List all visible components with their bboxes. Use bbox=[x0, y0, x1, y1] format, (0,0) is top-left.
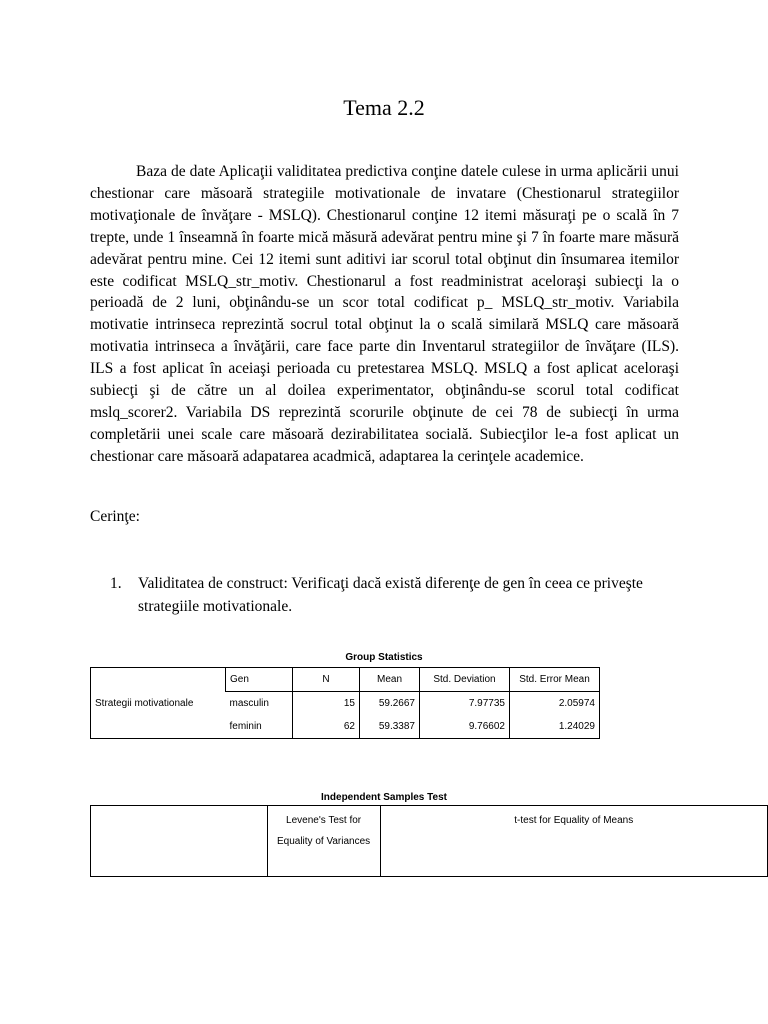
independent-samples-test-table bbox=[90, 805, 768, 877]
variable-label-empty bbox=[91, 715, 226, 739]
independent-samples-test-title: Independent Samples Test bbox=[321, 792, 447, 803]
group-statistics-table bbox=[90, 667, 600, 739]
cell-gen: masculin bbox=[229, 698, 269, 709]
cell-std-deviation: 9.76602 bbox=[420, 715, 510, 739]
header-empty-cell bbox=[91, 668, 226, 692]
requirement-item-1 bbox=[110, 572, 670, 618]
group-statistics-title: Group Statistics bbox=[345, 652, 423, 663]
cell-gen: feminin bbox=[226, 715, 293, 739]
cell-mean: 59.2667 bbox=[360, 692, 420, 716]
cell-n: 62 bbox=[293, 715, 360, 739]
table-header-row bbox=[91, 668, 600, 692]
header-std-error-mean: Std. Error Mean bbox=[510, 668, 600, 692]
header-n: N bbox=[293, 668, 360, 692]
cell-n: 15 bbox=[293, 692, 360, 716]
header-t-test: t-test for Equality of Means bbox=[380, 806, 767, 877]
cell-std-deviation: 7.97735 bbox=[420, 692, 510, 716]
requirement-number: 1. bbox=[110, 575, 122, 592]
header-levene-test: Levene's Test for Equality of Variances bbox=[267, 806, 380, 877]
header-std-deviation: Std. Deviation bbox=[420, 668, 510, 692]
cell-mean: 59.3387 bbox=[360, 715, 420, 739]
requirement-text: Validitatea de construct: Verificaţi dacă există diferenţe de gen în ceea ce priveşte strategiile motivationale. bbox=[138, 575, 643, 615]
intro-paragraph: Baza de date Aplicaţii validitatea predictiva conţine datele culese in urma aplicării unui chestionar care măsoară strategiile motivationale de invatare (Chestionarul strategiilor motivaţionale de învăţare - MSLQ). Chestionarul conţine 12 itemi măsuraţi pe o scală în 7 trepte, unde 1 înseamnă în foarte mică măsură adevărat pentru mine şi 7 în foarte mare măsură adevărat pentru mine. Cei 12 itemi sunt aditivi iar scorul total obţinut din însumarea itemilor este codificat MSLQ_str_motiv. Chestionarul a fost readministrat aceloraşi subiecţi la o perioadă de 2 luni, obţinându-se un scor total codificat p_ MSLQ_str_motiv. Variabila motivatie intrinseca reprezintă socrul total obţinut la o scală similară MSLQ care măsoară motivatia intrinseca a învăţării, care face parte din Inventarul strategiilor de învăţare (ILS). ILS a fost aplicat în aceiaşi perioada cu pretestarea MSLQ. MSLQ a fost aplicat aceloraşi subiecţi şi de către un al doilea experimentator, obţinându-se scorul total codificat mslq_scorer2. Variabila DS reprezintă scorurile obţinute de cei 78 de subiecţi în urma completării unei scale care măsoară dezirabilitatea socială. Subiecţilor le-a fost aplicat un chestionar care măsoară adapatarea acadmică, adaptarea la cerinţele academice. bbox=[90, 163, 679, 465]
variable-label: Strategii motivationale bbox=[91, 692, 226, 716]
cell-std-error-mean: 2.05974 bbox=[510, 692, 600, 716]
header-empty-cell bbox=[91, 806, 268, 877]
page-title: Tema 2.2 bbox=[343, 95, 425, 120]
table-row bbox=[91, 692, 600, 716]
table-header-row bbox=[91, 806, 768, 877]
header-mean: Mean bbox=[360, 668, 420, 692]
requirements-label: Cerinţe: bbox=[90, 508, 140, 525]
header-gen: Gen bbox=[226, 668, 293, 692]
cell-std-error-mean: 1.24029 bbox=[510, 715, 600, 739]
table-row bbox=[91, 715, 600, 739]
